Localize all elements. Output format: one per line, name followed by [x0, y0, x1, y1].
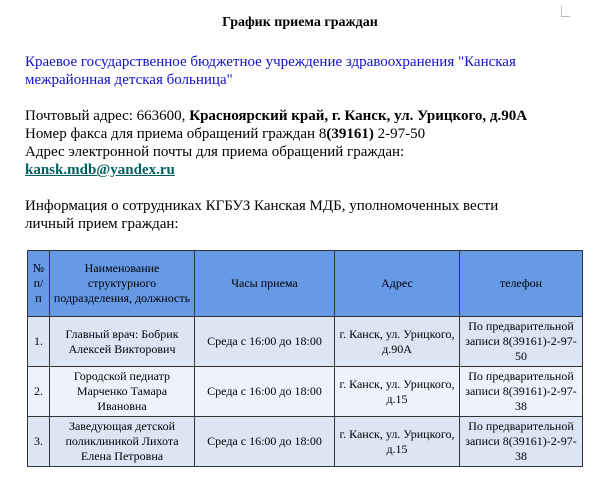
row-position: Главный врач: Бобрик Алексей Викторович [50, 317, 195, 367]
row-position: Заведующая детской поликлиникой Лихота Елена Петровна [50, 417, 195, 467]
fax-number: 2-97-50 [373, 126, 426, 142]
table-header-row [28, 251, 583, 317]
header-num: № п/п [28, 251, 50, 317]
staff-info-text: Информация о сотрудниках КГБУЗ Канская МДБ, уполномоченных вести личный прием граждан: [25, 198, 499, 232]
fax-line [25, 125, 585, 143]
contacts-block [25, 107, 585, 179]
table-row [28, 367, 583, 417]
postal-address-line [25, 107, 585, 125]
row-hours: Среда с 16:00 до 18:00 [195, 417, 335, 467]
postal-address-value: Красноярский край, г. Канск, ул. Урицкого, д.90А [189, 108, 528, 124]
table-row [28, 417, 583, 467]
postal-address-label: Почтовый адрес: 663600, [25, 108, 190, 124]
header-position: Наименование структурного подразделения, должность [50, 251, 195, 317]
fax-code: (39161) [326, 126, 374, 142]
row-hours: Среда с 16:00 до 18:00 [195, 367, 335, 417]
header-address: Адрес [335, 251, 460, 317]
row-position: Городской педиатр Марченко Тамара Ивановна [50, 367, 195, 417]
table-row [28, 317, 583, 367]
email-link[interactable]: kansk.mdb@yandex.ru [25, 162, 175, 178]
row-phone: По предварительной записи 8(39161)-2-97-38 [460, 417, 583, 467]
row-address: г. Канск, ул. Урицкого, д.15 [335, 367, 460, 417]
header-phone: телефон [460, 251, 583, 317]
organization-name: Краевое государственное бюджетное учреждение здравоохранения "Канская межрайонная детская больница" [25, 54, 516, 88]
email-label: Адрес электронной почты для приема обращений граждан: [25, 144, 405, 160]
page-title: График приема граждан [222, 15, 378, 30]
row-address: г. Канск, ул. Урицкого, д.90А [335, 317, 460, 367]
row-num: 2. [28, 367, 50, 417]
header-hours: Часы приема [195, 251, 335, 317]
row-phone: По предварительной записи 8(39161)-2-97-50 [460, 317, 583, 367]
row-phone: По предварительной записи 8(39161)-2-97-38 [460, 367, 583, 417]
fax-label: Номер факса для приема обращений граждан 8 [25, 126, 327, 142]
row-hours: Среда с 16:00 до 18:00 [195, 317, 335, 367]
row-num: 3. [28, 417, 50, 467]
row-address: г. Канск, ул. Урицкого, д.15 [335, 417, 460, 467]
reception-schedule-table [27, 250, 583, 467]
row-num: 1. [28, 317, 50, 367]
